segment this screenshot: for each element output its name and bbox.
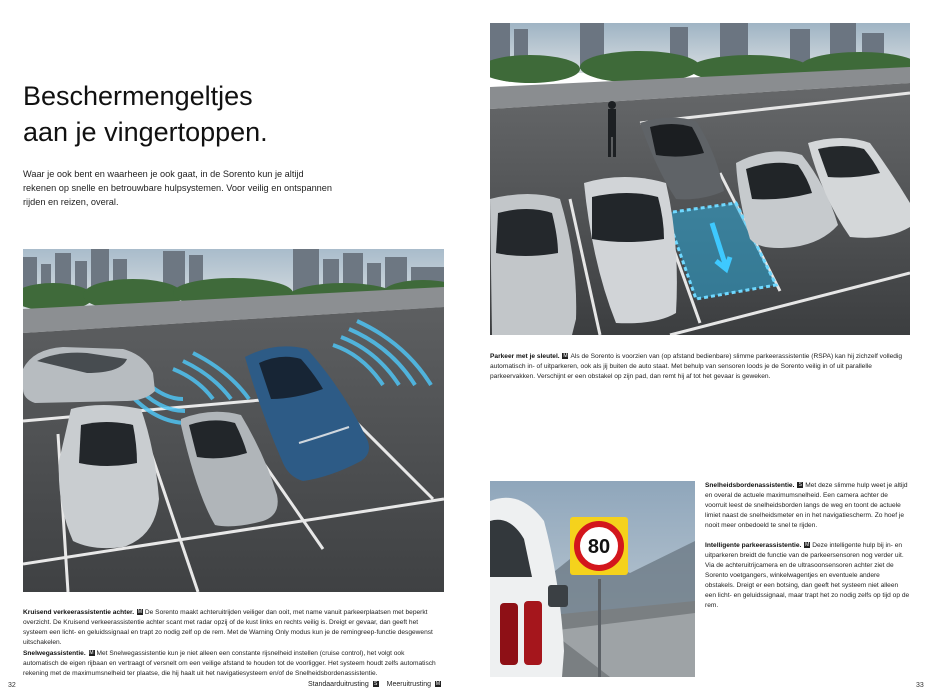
pdw-badge: M (805, 542, 810, 548)
hda-text: Met Snelwegassistentie kun je niet alleen een constante rijsnelheid instellen (cruise control), het volgt ook automatisch de eigen rijbaan en vertraagt of versnelt om een veilige afstand te houden tot de voorligger. Het systeem houdt zelfs automatisch rekening met de maximumsnelheid ter plaatse, die hij haalt uit het navigatiesysteem en/of de Snelheidsbordenassistentie. (23, 650, 436, 677)
equipment-legend (308, 681, 447, 688)
legend-standard-badge: S (374, 681, 378, 687)
rcta-title: Kruisend verkeerassistentie achter. (23, 609, 135, 616)
pdw-caption (705, 541, 910, 611)
isla-caption (705, 481, 910, 531)
rspa-text: Als de Sorento is voorzien van (op afstand bedienbare) slimme parkeerassistentie (RSPA) kan hij zichzelf volledig automatisch in- of uitparkeren, ook als jij buiten de auto staat. Met behulp van sensoren loods je de Sorento veilig in of uit parallelle parkeervakken. Verschijnt er een obstakel op zijn pad, dan remt hij af tot het gevaar is geweken. (490, 353, 903, 380)
intro-paragraph: Waar je ook bent en waarheen je ook gaat, in de Sorento kun je altijd rekenen op snelle en betrouwbare hulpsystemen. Voor veilig en ontspannen rijden en reizen, overal. (23, 169, 333, 207)
hda-caption (23, 649, 438, 679)
page-heading (23, 78, 353, 150)
rcta-badge: M (137, 609, 142, 615)
legend-standard-label: Standaarduitrusting (308, 681, 369, 688)
hda-title: Snelwegassistentie. (23, 650, 86, 657)
remote-parking-photo (490, 23, 910, 335)
heading-line-2: aan je vingertoppen. (23, 117, 268, 147)
legend-optional-badge: M (435, 681, 441, 687)
isla-badge: S (798, 482, 802, 488)
pdw-text: Deze intelligente hulp bij in- en uitparkeren breidt de functie van de parkeersensoren nog verder uit. Via de achteruitrijcamera en de ultrasoonsensoren achter ziet de Sorento voetgangers, winkelwagentjes en eventuele andere obstakels. Dreigt er een botsing, dan geeft het systeem niet alleen een licht- en geluidssignaal, maar trapt het zo nodig zelfs op tijd op de rem. (705, 542, 910, 609)
isla-text: Met deze slimme hulp weet je altijd en overal de actuele maximumsnelheid. Een camera achter de voorruit leest de snelheidsborden langs de weg en toont de actuele limiet naast de snelheidsmeter en in het navigatiescherm. Zo hoef je nooit meer onbedoeld te snel te rijden. (705, 482, 908, 529)
rcta-illustration (23, 249, 444, 592)
hda-badge: M (89, 650, 94, 656)
pdw-title: Intelligente parkeerassistentie. (705, 542, 802, 549)
page-number-left: 32 (8, 682, 16, 689)
parking-lot-photo (23, 249, 444, 592)
rcta-text: De Sorento maakt achteruitrijden veiliger dan ooit, met name vanuit parkeerplaatsen met beperkt overzicht. De Kruisend verkeerassistentie achter scant met radar opzij of de kust links en rechts veilig is. Dreigt er gevaar, dan geeft het systeem een licht- en geluidssignaal en trapt zo nodig zelf op de rem. Met de Warning Only modus kun je de remingreep-functie desgewenst uitschakelen. (23, 609, 433, 646)
rspa-badge: M (563, 353, 568, 359)
speed-sign-photo (490, 481, 695, 677)
rcta-caption (23, 608, 438, 648)
rspa-title: Parkeer met je sleutel. (490, 353, 560, 360)
rspa-caption (490, 352, 910, 382)
rspa-illustration (490, 23, 910, 335)
isla-title: Snelheidsbordenassistentie. (705, 482, 795, 489)
page-number-right: 33 (916, 682, 924, 689)
legend-optional-label: Meeruitrusting (386, 681, 431, 688)
heading-line-1: Beschermengeltjes (23, 81, 253, 111)
isla-illustration (490, 481, 695, 677)
speed-limit-value: 80 (587, 536, 611, 558)
